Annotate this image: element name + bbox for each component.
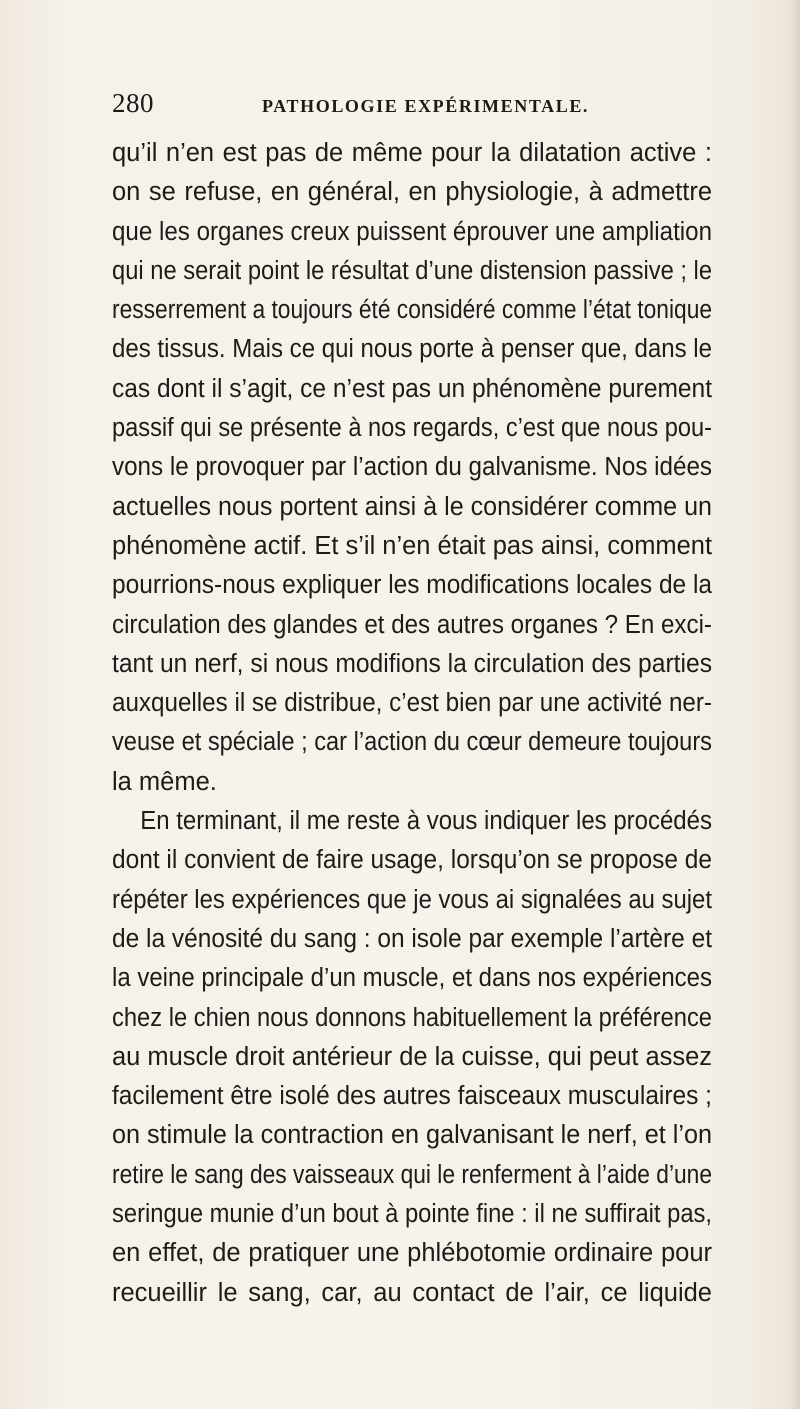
text-line: pourrions-nous expliquer les modifications locales de la: [112, 571, 713, 600]
text-line: recueillir le sang, car, au contact de l’air, ce liquide: [112, 1278, 712, 1307]
text-line: on se refuse, en général, en physiologie, à admettre: [112, 178, 712, 207]
text-line: circulation des glandes et des autres organes ? En exci-: [112, 610, 712, 639]
text-line: on stimule la contraction en galvanisant le nerf, et l’on: [112, 1121, 713, 1150]
text-line: facilement être isolé des autres faisceaux musculaires ;: [112, 1082, 712, 1111]
page-number: 280: [112, 88, 154, 118]
text-line: resserrement a toujours été considéré comme l’état tonique: [112, 296, 713, 325]
text-line: au muscle droit antérieur de la cuisse, qui peut assez: [112, 1042, 712, 1071]
text-line: qu’il n’en est pas de même pour la dilatation active :: [112, 139, 712, 167]
text-line: retire le sang des vaisseaux qui le renferment à l’aide d’une: [112, 1160, 712, 1189]
text-line: cas dont il s’agit, ce n’est pas un phénomène purement: [112, 374, 713, 403]
text-line: seringue munie d’un bout à pointe fine : il ne suffirait pas,: [112, 1200, 712, 1229]
text-line: la veine principale d’un muscle, et dans nos expériences: [112, 964, 712, 993]
text-line: que les organes creux puissent éprouver une ampliation: [112, 217, 712, 246]
page-edge-shadow: [790, 0, 800, 1409]
text-line: passif qui se présente à nos regards, c’est que nous pou-: [112, 414, 713, 443]
text-line: vons le provoquer par l’action du galvanisme. Nos idées: [112, 453, 713, 482]
text-line: dont il convient de faire usage, lorsqu’on se propose de: [112, 846, 712, 875]
text-line: tant un nerf, si nous modifions la circulation des parties: [112, 649, 713, 678]
text-line: chez le chien nous donnons habituellement la préférence: [112, 1003, 713, 1032]
text-line: qui ne serait point le résultat d’une distension passive ; le: [112, 256, 713, 285]
text-line: de la vénosité du sang : on isole par exemple l’artère et: [112, 924, 712, 953]
text-line: En terminant, il me reste à vous indiquer les procédés: [140, 807, 712, 836]
body-text: [112, 134, 712, 1313]
text-line: auxquelles il se distribue, c’est bien par une activité ner-: [112, 689, 712, 718]
text-line: des tissus. Mais ce qui nous porte à penser que, dans le: [112, 335, 712, 364]
text-line: en effet, de pratiquer une phlébotomie ordinaire pour: [112, 1239, 712, 1268]
text-line: veuse et spéciale ; car l’action du cœur demeure toujours: [112, 728, 713, 757]
text-line: phénomène actif. Et s’il n’en était pas ainsi, comment: [112, 531, 713, 560]
page-header: [112, 88, 712, 128]
text-line: la même.: [112, 767, 217, 796]
running-head: PATHOLOGIE EXPÉRIMENTALE.: [262, 96, 590, 116]
text-line: actuelles nous portent ainsi à le considérer comme un: [112, 492, 712, 521]
text-line: répéter les expériences que je vous ai signalées au sujet: [112, 885, 712, 914]
